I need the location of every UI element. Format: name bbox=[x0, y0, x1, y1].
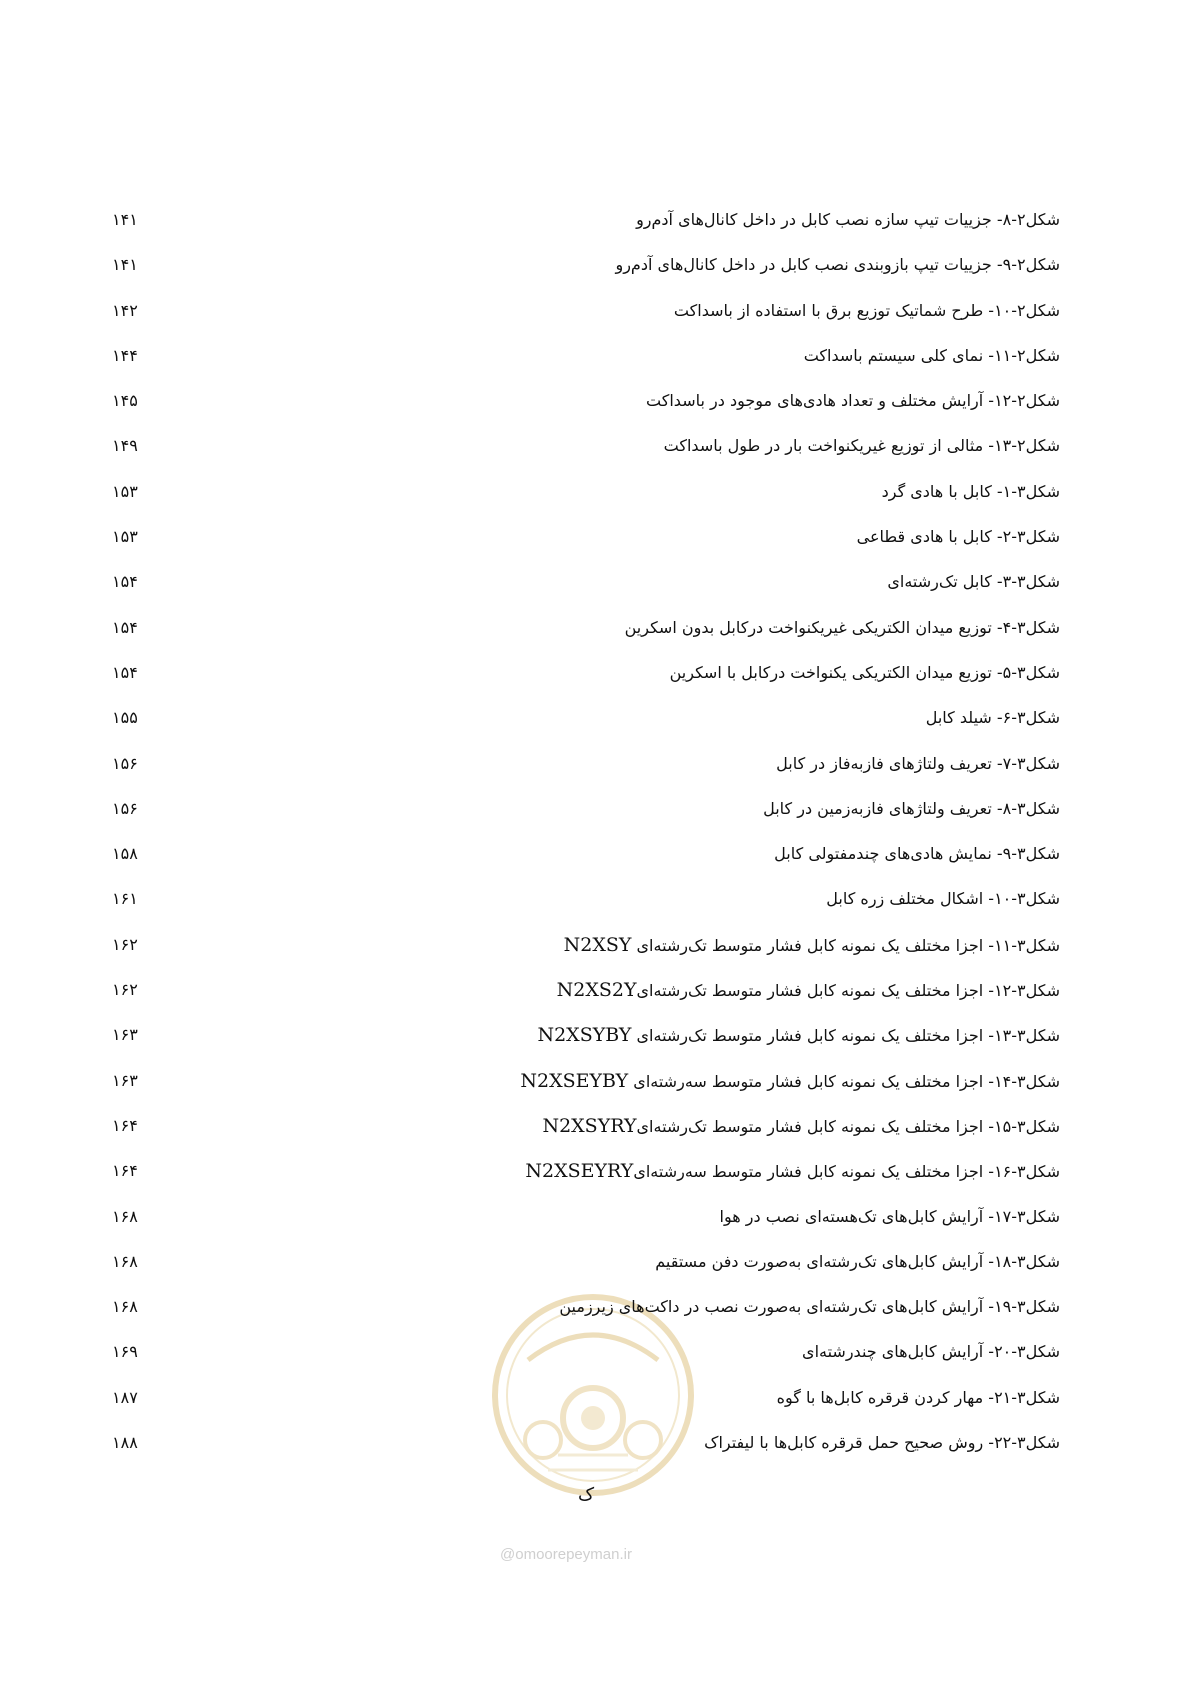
toc-entry-text: شکل۲-۹- جزییات تیپ بازوبندی نصب کابل در داخل کانال‌های آدم‌رو bbox=[615, 255, 1060, 275]
toc-row bbox=[100, 253, 1060, 298]
toc-row bbox=[100, 389, 1060, 434]
toc-entry-title bbox=[802, 1340, 1060, 1364]
page-letter: ک bbox=[578, 1484, 595, 1505]
toc-row bbox=[100, 1114, 1060, 1159]
toc-entry-text: شکل۲-۸- جزییات تیپ سازه نصب کابل در داخل کانال‌های آدم‌رو bbox=[636, 210, 1060, 229]
toc-entry-title bbox=[926, 706, 1060, 730]
toc-entry-text: شکل۳-۲۲- روش صحیح حمل قرقره کابل‌ها با لیفتراک bbox=[704, 1433, 1060, 1453]
toc-row bbox=[100, 661, 1060, 706]
toc-entry-text: شکل۲-۱۳- مثالی از توزیع غیریکنواخت بار در طول باسداکت bbox=[663, 436, 1060, 456]
toc-row bbox=[100, 1159, 1060, 1204]
toc-entry-text: شکل۳-۳- کابل تک‌رشته‌ای bbox=[887, 572, 1060, 592]
toc-row bbox=[100, 1023, 1060, 1068]
toc-row bbox=[100, 1431, 1060, 1476]
toc-page-number: ۱۴۴ bbox=[112, 345, 138, 365]
toc-page-number: ۱۶۱ bbox=[112, 889, 138, 909]
toc-entry-title bbox=[525, 1159, 1060, 1184]
toc-entry-title bbox=[887, 570, 1060, 594]
toc-entry-text: شکل۳-۱۰- اشکال مختلف زره کابل bbox=[826, 889, 1060, 909]
toc-page-number: ۱۶۳ bbox=[112, 1070, 138, 1090]
toc-row bbox=[100, 978, 1060, 1023]
toc-entry-title bbox=[857, 525, 1060, 549]
toc-entry-title bbox=[520, 1069, 1060, 1094]
toc-entry-title bbox=[882, 480, 1060, 504]
toc-entry-title bbox=[537, 1023, 1060, 1048]
toc-page-number: ۱۶۴ bbox=[112, 1161, 138, 1181]
toc-entry-text: شکل۳-۱۴- اجزا مختلف یک نمونه کابل فشار متوسط سه‌رشته‌ای bbox=[628, 1071, 1060, 1091]
toc-entry-title bbox=[704, 1431, 1060, 1455]
toc-row bbox=[100, 1069, 1060, 1114]
toc-row bbox=[100, 344, 1060, 389]
toc-page-number: ۱۵۴ bbox=[112, 662, 138, 682]
toc-page-number: ۱۵۸ bbox=[112, 844, 138, 864]
toc-entry-text: شکل۳-۱۷- آرایش کابل‌های تک‌هسته‌ای نصب در هوا bbox=[719, 1206, 1060, 1226]
toc-entry-title bbox=[564, 933, 1060, 958]
toc-entry-text: شکل۳-۱۶- اجزا مختلف یک نمونه کابل فشار متوسط سه‌رشته‌ای bbox=[633, 1162, 1060, 1182]
toc-page-number: ۱۶۲ bbox=[112, 934, 138, 954]
toc-entry-title bbox=[804, 344, 1060, 368]
toc-entry-cable-code: N2XSEYRY bbox=[525, 1160, 634, 1183]
toc-entry-cable-code: N2XSYBY bbox=[537, 1024, 632, 1047]
toc-entry-text: شکل۳-۲۰- آرایش کابل‌های چندرشته‌ای bbox=[802, 1342, 1060, 1362]
toc-row bbox=[100, 752, 1060, 797]
toc-row bbox=[100, 480, 1060, 525]
toc-row bbox=[100, 616, 1060, 661]
watermark-url: @omoorepeyman.ir bbox=[500, 1546, 632, 1563]
toc-row bbox=[100, 797, 1060, 842]
toc-entry-text: شکل۳-۱۱- اجزا مختلف یک نمونه کابل فشار متوسط تک‌رشته‌ای bbox=[631, 935, 1060, 955]
toc-entry-text: شکل۳-۱۹- آرایش کابل‌های تک‌رشته‌ای به‌صورت نصب در داکت‌های زیرزمین bbox=[559, 1297, 1060, 1317]
toc-entry-text: شکل۳-۶- شیلد کابل bbox=[925, 708, 1060, 728]
toc-page-number: ۱۸۸ bbox=[112, 1433, 138, 1453]
toc-entry-text: شکل۳-۱۳- اجزا مختلف یک نمونه کابل فشار متوسط تک‌رشته‌ای bbox=[631, 1026, 1060, 1046]
toc-entry-text: شکل۳-۲۱- مهار کردن قرقره کابل‌ها با گوه bbox=[776, 1387, 1060, 1407]
toc-entry-title bbox=[720, 1205, 1060, 1229]
toc-entry-cable-code: N2XSY bbox=[563, 933, 632, 956]
toc-entry-title bbox=[646, 389, 1060, 413]
toc-entry-title bbox=[636, 208, 1060, 232]
toc-entry-title bbox=[615, 253, 1060, 277]
toc-page-number: ۱۶۲ bbox=[112, 980, 138, 1000]
toc-row bbox=[100, 434, 1060, 479]
toc-row bbox=[100, 933, 1060, 978]
toc-page-number: ۱۸۷ bbox=[112, 1387, 138, 1407]
toc-entry-title bbox=[557, 978, 1060, 1003]
toc-page-number: ۱۶۸ bbox=[112, 1297, 138, 1317]
toc-row bbox=[100, 887, 1060, 932]
toc-entry-text: شکل۲-۱۱- نمای کلی سیستم باسداکت bbox=[803, 345, 1060, 365]
toc-page-number: ۱۵۴ bbox=[112, 572, 138, 592]
toc-entry-title bbox=[776, 752, 1060, 776]
toc-page-number: ۱۵۳ bbox=[112, 481, 138, 501]
toc-entry-cable-code: N2XSEYBY bbox=[520, 1069, 629, 1092]
toc-entry-title bbox=[655, 1250, 1060, 1274]
toc-row bbox=[100, 208, 1060, 253]
toc-row bbox=[100, 1340, 1060, 1385]
toc-page-number: ۱۶۸ bbox=[112, 1206, 138, 1226]
toc-row bbox=[100, 1205, 1060, 1250]
toc-page-number: ۱۶۳ bbox=[112, 1025, 138, 1045]
toc-entry-text: شکل۳-۲- کابل با هادی قطاعی bbox=[856, 527, 1060, 547]
toc-entry-title bbox=[542, 1114, 1060, 1139]
toc-entry-text: شکل۳-۴- توزیع میدان الکتریکی غیریکنواخت درکابل بدون اسکرین bbox=[624, 617, 1060, 637]
watermark-site: omoorepeyman.ir bbox=[515, 1546, 632, 1563]
toc-row bbox=[100, 1250, 1060, 1295]
toc-page-number: ۱۴۱ bbox=[112, 255, 138, 275]
toc-page-number: ۱۵۵ bbox=[112, 708, 138, 728]
toc-entry-text: شکل۲-۱۰- طرح شماتیک توزیع برق با استفاده از باسداکت bbox=[673, 300, 1060, 320]
toc-page-number: ۱۵۶ bbox=[112, 798, 138, 818]
toc-page-number: ۱۶۴ bbox=[112, 1115, 138, 1135]
toc-page-number: ۱۶۸ bbox=[112, 1251, 138, 1271]
toc-entry-title bbox=[763, 797, 1060, 821]
toc-row bbox=[100, 706, 1060, 751]
toc-page-number: ۱۵۴ bbox=[112, 617, 138, 637]
toc-entry-title bbox=[559, 1295, 1060, 1319]
toc-page-number: ۱۴۲ bbox=[112, 300, 138, 320]
toc-entry-title bbox=[774, 842, 1060, 866]
toc-page-number: ۱۴۹ bbox=[112, 436, 138, 456]
toc-entry-text: شکل۳-۷- تعریف ولتاژهای فازبه‌فاز در کابل bbox=[776, 753, 1060, 773]
toc-entry-title bbox=[674, 299, 1060, 323]
toc-row bbox=[100, 1295, 1060, 1340]
toc-row bbox=[100, 570, 1060, 615]
toc-entry-text: شکل۲-۱۲- آرایش مختلف و تعداد هادی‌های موجود در باسداکت bbox=[646, 391, 1060, 411]
toc-entry-text: شکل۳-۱۵- اجزا مختلف یک نمونه کابل فشار متوسط تک‌رشته‌ای bbox=[636, 1116, 1060, 1136]
toc-entry-title bbox=[670, 661, 1060, 685]
toc-entry-text: شکل۳-۵- توزیع میدان الکتریکی یکنواخت درکابل با اسکرین bbox=[669, 662, 1060, 682]
toc-row bbox=[100, 525, 1060, 570]
toc-page-number: ۱۵۶ bbox=[112, 753, 138, 773]
toc-entry-text: شکل۳-۱۸- آرایش کابل‌های تک‌رشته‌ای به‌صورت دفن مستقیم bbox=[655, 1251, 1060, 1271]
toc-page-number: ۱۵۳ bbox=[112, 527, 138, 547]
toc-entry-title bbox=[777, 1386, 1060, 1410]
toc-entry-cable-code: N2XS2Y bbox=[556, 979, 637, 1002]
toc-entry-title bbox=[826, 887, 1060, 911]
toc-row bbox=[100, 299, 1060, 344]
toc-entry-title bbox=[664, 434, 1060, 458]
toc-entry-text: شکل۳-۸- تعریف ولتاژهای فازبه‌زمین در کابل bbox=[763, 798, 1060, 818]
toc-entry-title bbox=[625, 616, 1060, 640]
toc-page-number: ۱۴۱ bbox=[112, 210, 138, 229]
toc-entry-text: شکل۳-۱- کابل با هادی گرد bbox=[881, 481, 1060, 501]
toc-entry-text: شکل۳-۱۲- اجزا مختلف یک نمونه کابل فشار متوسط تک‌رشته‌ای bbox=[636, 981, 1060, 1001]
toc-entry-text: شکل۳-۹- نمایش هادی‌های چندمفتولی کابل bbox=[774, 844, 1060, 864]
toc-row bbox=[100, 1386, 1060, 1431]
toc-row bbox=[100, 842, 1060, 887]
toc-entry-cable-code: N2XSYRY bbox=[542, 1114, 637, 1137]
toc-page-number: ۱۴۵ bbox=[112, 391, 138, 411]
figure-list bbox=[100, 208, 1060, 1476]
toc-page-number: ۱۶۹ bbox=[112, 1342, 138, 1362]
